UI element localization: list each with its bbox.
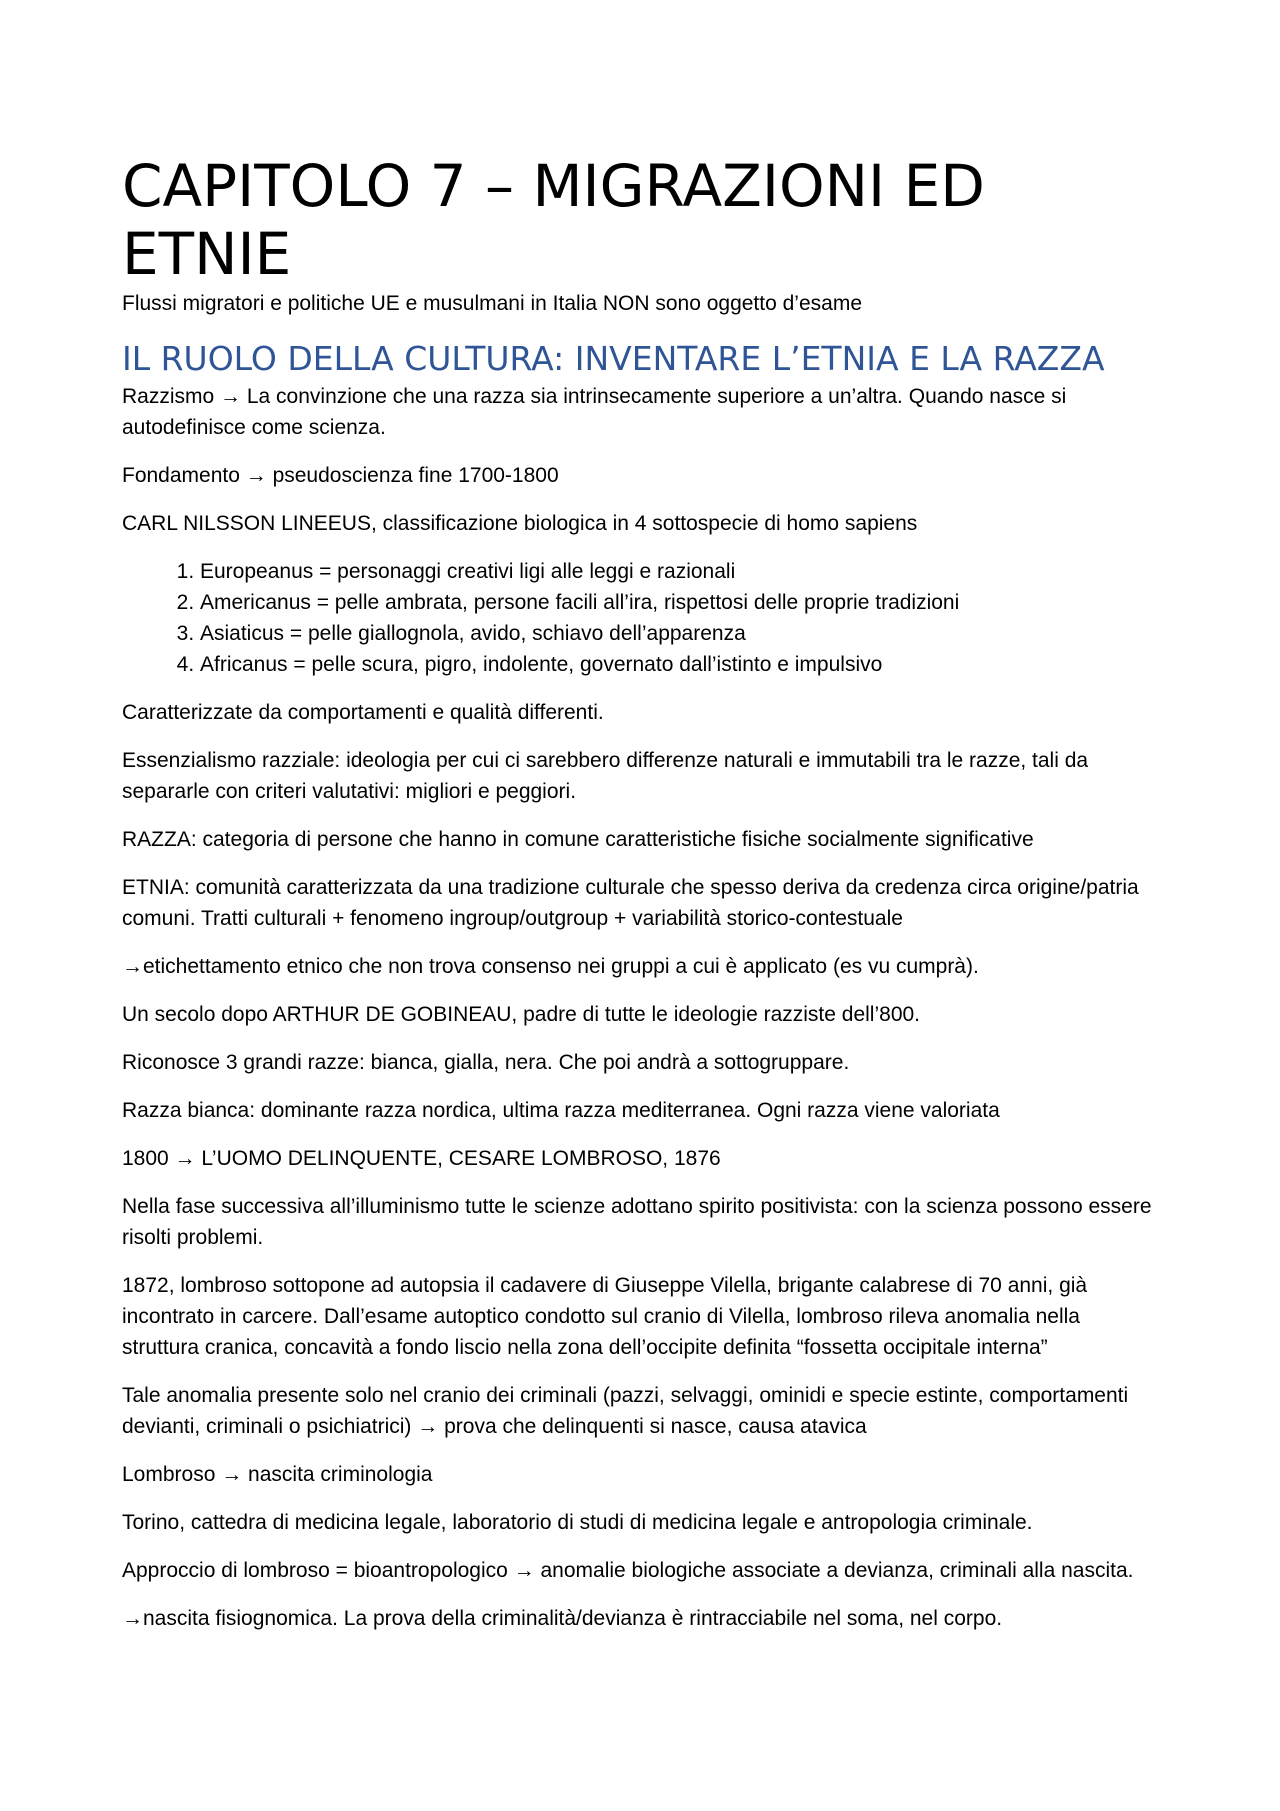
paragraph: →nascita fisiognomica. La prova della criminalità/devianza è rintracciabile nel soma, nel corpo. bbox=[122, 1607, 1003, 1630]
paragraph: Un secolo dopo ARTHUR DE GOBINEAU, padre di tutte le ideologie razziste dell’800. bbox=[122, 1003, 921, 1026]
paragraph: ETNIA: comunità caratterizzata da una tradizione culturale che spesso deriva da credenza circa origine/patria comuni. Tratti culturali + fenomeno ingroup/outgroup + variabilità storico-contestuale bbox=[122, 876, 1139, 930]
paragraph: Essenzialismo razziale: ideologia per cui ci sarebbero differenze naturali e immutabili tra le razze, tali da separarle con criteri valutativi: migliori e peggiori. bbox=[122, 749, 1089, 803]
list-item: 1. Europeanus = personaggi creativi ligi alle leggi e razionali bbox=[200, 556, 1160, 587]
page-title: CAPITOLO 7 – MIGRAZIONI ED ETNIE bbox=[122, 152, 985, 288]
paragraph: 1872, lombroso sottopone ad autopsia il cadavere di Giuseppe Vilella, brigante calabrese di 70 anni, già incontrato in carcere. Dall’esame autoptico condotto sul cranio di Vilella, lombroso rileva anomalia nella struttura cranica, concavità a fondo liscio nella zona dell’occipite definita “fossetta occipitale interna” bbox=[122, 1274, 1088, 1359]
paragraph-razzismo: Razzismo → La convinzione che una razza sia intrinsecamente superiore a un’altra. Quando nasce si autodefinisce come scienza. bbox=[122, 385, 1067, 439]
paragraph: →etichettamento etnico che non trova consenso nei gruppi a cui è applicato (es vu cumprà). bbox=[122, 955, 979, 978]
section-heading: IL RUOLO DELLA CULTURA: INVENTARE L’ETNIA E LA RAZZA bbox=[122, 339, 1105, 378]
paragraph: Lombroso → nascita criminologia bbox=[122, 1463, 433, 1486]
paragraph-fondamento: Fondamento → pseudoscienza fine 1700-1800 bbox=[122, 464, 559, 487]
paragraph-lineeus: CARL NILSSON LINEEUS, classificazione biologica in 4 sottospecie di homo sapiens bbox=[122, 512, 918, 535]
sottospecie-list bbox=[122, 556, 1160, 680]
paragraph: Caratterizzate da comportamenti e qualità differenti. bbox=[122, 701, 604, 724]
paragraph: RAZZA: categoria di persone che hanno in comune caratteristiche fisiche socialmente significative bbox=[122, 828, 1034, 851]
paragraph: Riconosce 3 grandi razze: bianca, gialla, nera. Che poi andrà a sottogruppare. bbox=[122, 1051, 850, 1074]
paragraph: Tale anomalia presente solo nel cranio dei criminali (pazzi, selvaggi, ominidi e specie estinte, comportamenti devianti, criminali o psichiatrici) → prova che delinquenti si nasce, causa atavica bbox=[122, 1384, 1129, 1438]
paragraph: Approccio di lombroso = bioantropologico → anomalie biologiche associate a devianza, criminali alla nascita. bbox=[122, 1559, 1134, 1582]
list-item: 4. Africanus = pelle scura, pigro, indolente, governato dall’istinto e impulsivo bbox=[200, 649, 1160, 680]
paragraph: Nella fase successiva all’illuminismo tutte le scienze adottano spirito positivista: con la scienza possono essere risolti problemi. bbox=[122, 1195, 1152, 1249]
paragraph: Torino, cattedra di medicina legale, laboratorio di studi di medicina legale e antropologia criminale. bbox=[122, 1511, 1033, 1534]
list-item: 2. Americanus = pelle ambrata, persone facili all’ira, rispettosi delle proprie tradizioni bbox=[200, 587, 1160, 618]
list-item: 3. Asiaticus = pelle giallognola, avido, schiavo dell’apparenza bbox=[200, 618, 1160, 649]
paragraph: Razza bianca: dominante razza nordica, ultima razza mediterranea. Ogni razza viene valoriata bbox=[122, 1099, 1000, 1122]
page-subtitle: Flussi migratori e politiche UE e musulmani in Italia NON sono oggetto d’esame bbox=[122, 292, 862, 315]
paragraph: 1800 → L’UOMO DELINQUENTE, CESARE LOMBROSO, 1876 bbox=[122, 1147, 721, 1170]
